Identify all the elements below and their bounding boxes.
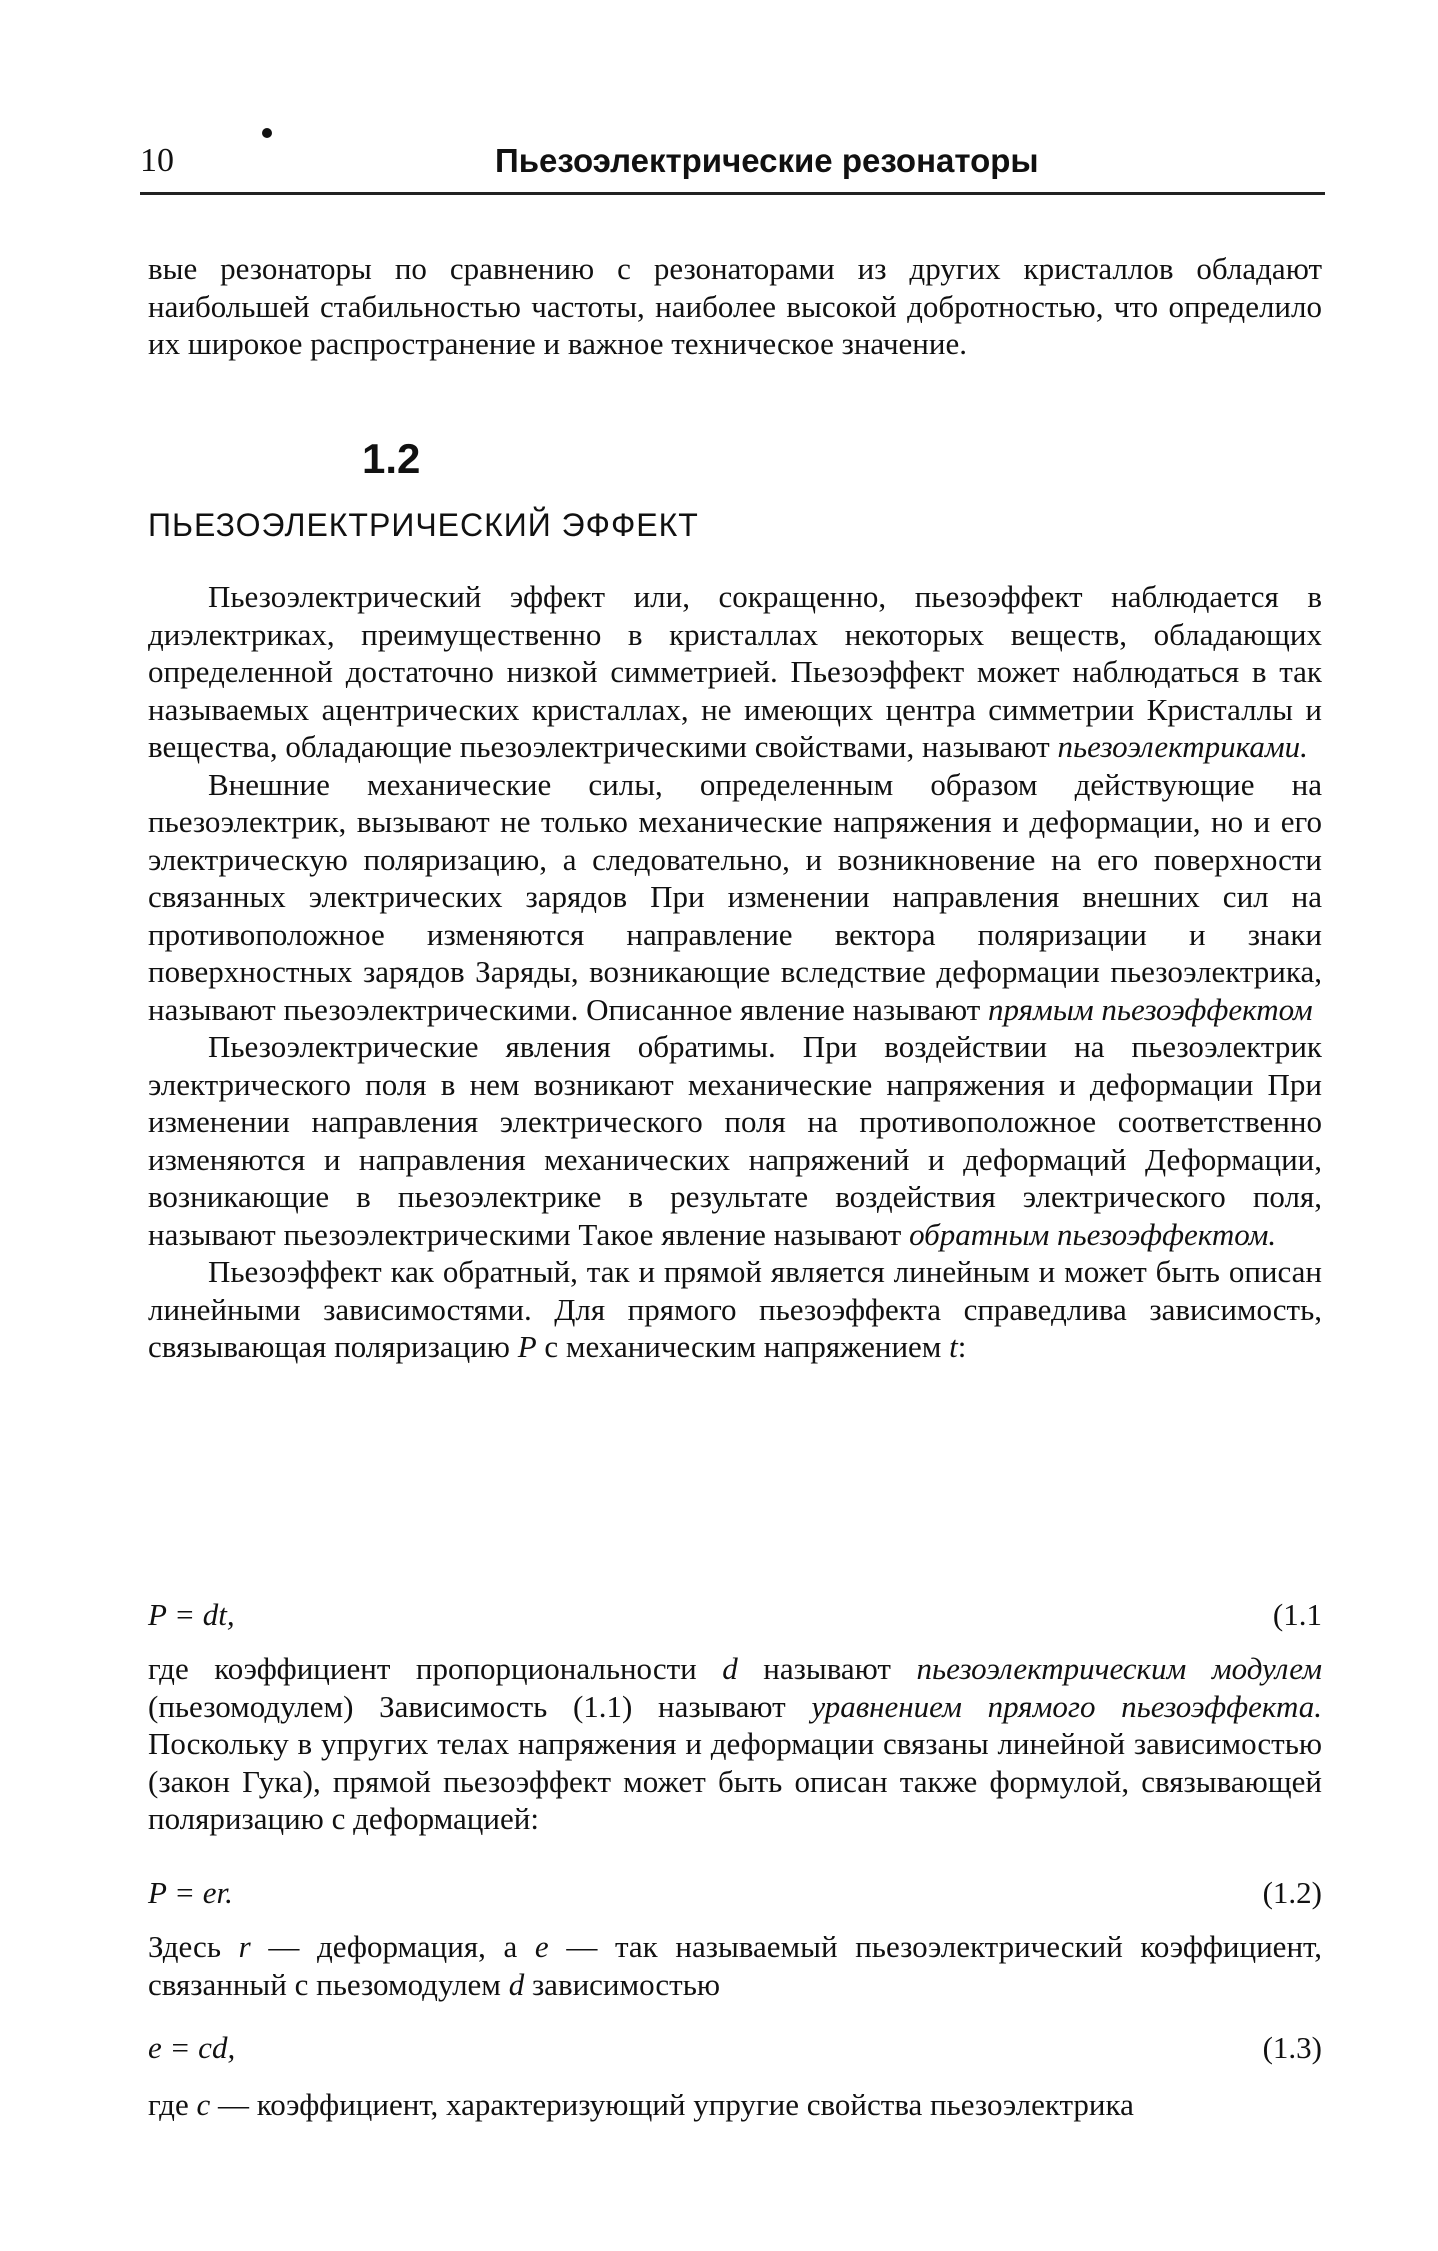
paragraph-inverse-effect: Пьезоэлектрические явления обратимы. При воздействии на пьезоэлектрик электрического поля в нем возникают механические напряжения и деформации При изменении направления электрического поля на противоположное соответственно изменяются и направления механических напряжений и деформаций Деформации, возникающие в пьезоэлектрике в результате воздействия электрического поля, называют пьезоэлектрическими Такое явление называют обратным пьезоэффектом. bbox=[148, 1029, 1322, 1252]
term-piezomodulus: пьезоэлектрическим модулем bbox=[916, 1651, 1322, 1686]
term-direct-effect: прямым пьезоэффектом bbox=[988, 991, 1313, 1027]
term-direct-equation: уравнением прямого пьезоэффекта. bbox=[811, 1688, 1322, 1724]
body-block-1 bbox=[148, 578, 1322, 1366]
equation-number: (1.3) bbox=[1262, 2030, 1322, 2065]
running-header bbox=[140, 142, 1325, 195]
running-title: Пьезоэлектрические резонаторы bbox=[495, 142, 1039, 179]
section-title: ПЬЕЗОЭЛЕКТРИЧЕСКИЙ ЭФФЕКТ bbox=[148, 507, 699, 543]
equation-1-1 bbox=[148, 1597, 1322, 1637]
intro-paragraph bbox=[148, 250, 1322, 363]
equation-1-3 bbox=[148, 2030, 1322, 2070]
intro-text: вые резонаторы по сравнению с резонаторами из других кристаллов обладают наибольшей стабильностью частоты, наиболее высокой добротностью, что определило их широкое распространение и важное техническое значение. bbox=[148, 251, 1322, 361]
body-block-4 bbox=[148, 2086, 1322, 2124]
equation-number: (1.2) bbox=[1262, 1875, 1322, 1910]
section-number: 1.2 bbox=[362, 435, 421, 482]
equation-formula: P = er. bbox=[148, 1875, 233, 1910]
equation-number: (1.1 bbox=[1272, 1597, 1322, 1632]
body-block-3 bbox=[148, 1928, 1322, 2003]
page-number: 10 bbox=[140, 142, 174, 179]
print-speck bbox=[262, 128, 272, 138]
paragraph-direct-effect: Внешние механические силы, определенным образом действующие на пьезоэлектрик, вызывают не только механические напряжения и деформации, но и его электрическую поляризацию, а следовательно, и возникновение на его поверхности связанных электрических зарядов При изменении направления внешних сил на противоположное изменяются направление вектора поляризации и знаки поверхностных зарядов Заряды, возникающие вследствие деформации пьезоэлектрика, называют пьезоэлектрическими. Описанное явление называют прямым пьезоэффектом bbox=[148, 766, 1322, 1027]
paragraph-coefficient: Здесь r — деформация, а e — так называемый пьезоэлектрический коэффициент, связанный с пьезомодулем d зависимостью bbox=[148, 1929, 1323, 2002]
term-inverse-effect: обратным пьезоэффектом. bbox=[909, 1216, 1277, 1252]
equation-formula: P = dt, bbox=[148, 1597, 235, 1632]
paragraph-linearity: Пьезоэффект как обратный, так и прямой является линейным и может быть описан линейными зависимостями. Для прямого пьезоэффекта справедлива зависимость, связывающая поляризацию P с механическим напряжением t: bbox=[148, 1254, 1322, 1364]
paragraph-definition: Пьезоэлектрический эффект или, сокращенно, пьезоэффект наблюдается в диэлектриках, преимущественно в кристаллах некоторых веществ, обладающих определенной достаточно низкой симметрией. Пьезоэффект может наблюдаться в так называемых ацентрических кристаллах, не имеющих центра симметрии Кристаллы и вещества, обладающие пьезоэлектрическими свойствами, называют пьезоэлектриками. bbox=[148, 579, 1322, 764]
body-block-2 bbox=[148, 1650, 1322, 1838]
paragraph-elastic: где c — коэффициент, характеризующий упругие свойства пьезоэлектрика bbox=[148, 2087, 1134, 2122]
term-piezoelectrics: пьезоэлектриками. bbox=[1057, 729, 1308, 764]
equation-formula: e = cd, bbox=[148, 2030, 236, 2065]
equation-1-2 bbox=[148, 1875, 1322, 1915]
paragraph-piezomodulus: где коэффициент пропорциональности d называют пьезоэлектрическим модулем (пьезомодулем) Зависимость (1.1) называют уравнением прямого пьезоэффекта. Поскольку в упругих телах напряжения и деформации связаны линейной зависимостью (закон Гука), прямой пьезоэффект может быть описан также формулой, связывающей поляризацию с деформацией: bbox=[148, 1651, 1322, 1836]
